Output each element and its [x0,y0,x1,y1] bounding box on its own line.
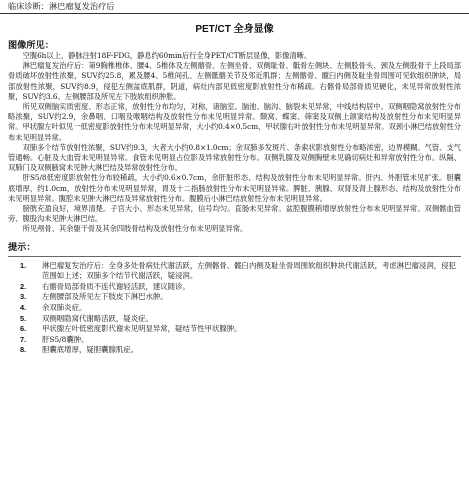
tip-text: 右髂骨局部骨质不连代谢轻活跃，建议随诊。 [42,281,190,291]
tip-number: 4. [20,303,27,313]
clinical-diagnosis: 临床诊断：淋巴瘤复发治疗后 [8,1,115,11]
tip-text: 双侧咽隐窝代谢略活跃，疑炎症。 [42,313,153,323]
tips-heading: 提示： [8,241,36,252]
tips-list [8,261,461,356]
report-title: PET/CT 全身显像 [195,24,274,35]
list-item [8,303,461,314]
list-item [8,282,461,293]
findings-body [8,51,461,235]
header-divider [0,13,469,14]
tip-number: 1. [20,260,27,270]
list-item [8,261,461,282]
findings-paragraph: 空腹6h以上，静脉注射18F-FDG，静息约60min后行全身PET/CT断层显像，影像清晰。 [22,51,312,60]
tips-divider [8,256,461,257]
findings-paragraph: 所见双侧脑实质密度、形态正常，放射性分布均匀，对称，诸脑室、脑池、脑沟、脑裂未见异常，中线结构居中。双侧咽隐窝放射性分布略浓聚，SUV约2.9，余鼻咽、口咽及喉咽结构及放射性分布未见明显异常。颞窝、蝶窦、筛窦及双侧上颌窦结构及放射性分布未见明显异常。甲状腺左叶似见一低密度影放射性分布未见明显异常，大小约0.4×0.5cm，甲状腺右叶放射性分布未见明显异常。双颈小淋巴结放射性分布未见明显异常。 [8,102,461,142]
tip-text: 甲状腺左叶低密度影代谢未见明显异常，疑结节性甲状腺肿。 [42,324,242,334]
list-item [8,292,461,303]
tip-text: 肝S5/8囊肿。 [42,334,89,344]
list-item [8,324,461,335]
findings-paragraph: 肝S5/8低密度影放射性分布较稀疏，大小约0.6×0.7cm，余肝脏形态、结构及放射性分布未见明显异常。肝内、外胆管未见扩张。胆囊底增厚，约1.0cm，放射性分布未见明显异常，胃及十二指肠放射性分布未见明显异常。脾脏、胰腺、双肾及肾上腺形态、结构及放射性分布未见明显异常。腹腔未见肿大淋巴结及异常放射性分布。腹膜后小淋巴结放射性分布未见明显异常。 [8,173,461,203]
findings-paragraph: 双肺多个结节放射性浓聚，SUV约9.3，大者大小约0.8×1.0cm；余双肺多发斑片、条索状影放射性分布略浓密，边界模糊。气管、支气管通畅。心脏及大血管未见明显异常。食管未见明显占位影及异常放射性分布。双侧乳腺及双侧胸壁未见确切病灶和异常放射性分布。纵隔、双肺门及双侧腋窝未见肿大淋巴结及异常放射性分布。 [8,142,461,173]
tip-text: 胆囊底增厚，疑胆囊腺肌症。 [42,345,139,355]
findings-heading: 图像所见： [8,40,54,50]
tip-number: 2. [20,281,27,291]
tip-text: 淋巴瘤复发治疗后：全身多处骨病灶代谢活跃，左侧髂骨、髋臼内侧及耻坐骨周围软组织肿块代谢活跃，考虑淋巴瘤浸润，侵犯范围如上述；双肺多个结节代谢活跃，疑浸润。 [42,260,456,281]
list-item [8,314,461,325]
findings-paragraph: 淋巴瘤复发治疗后：第9胸椎椎体、腰4、5椎体及左侧髂骨、左侧坐骨、双侧耻骨、骶骨左侧块、左侧股骨头、颈及左侧股骨干上段局部骨质破坏放射性浓聚，SUV约25.8，累及腰4、5椎间孔、左侧骶髂关节及邻近肌群；左侧髂骨、髋臼内侧及耻坐骨周围可见软组织肿块，局部放射性浓聚，SUV约8.9，侵犯左侧盆底肌群，阴道，病灶内部见低密度影放射性分布稀疏。右髂骨局部骨质见硬化，未见异常放射性浓聚，SUV约3.6。左侧腰部及所见左下肢软组织肿胀。 [8,61,461,101]
tip-number: 7. [20,334,27,344]
list-item [8,345,461,356]
tip-text: 余双肺炎症。 [42,303,87,313]
list-item [8,335,461,346]
tip-number: 8. [20,345,27,355]
findings-paragraph: 所见颅骨、其余躯干骨及其余四肢骨结构及放射性分布未见明显异常。 [22,224,248,234]
tip-number: 3. [20,292,27,302]
tip-text: 左侧腰部及所见左下肢皮下淋巴水肿。 [42,292,168,302]
findings-paragraph: 膀胱充盈良好，境界清楚。子宫大小、形态未见异常，信号均匀。直肠未见异常。盆腔腹膜稍增厚放射性分布未见明显异常。双侧髂血管旁、腹股沟未见肿大淋巴结。 [8,204,461,224]
tip-number: 5. [20,313,27,323]
tip-number: 6. [20,324,27,334]
